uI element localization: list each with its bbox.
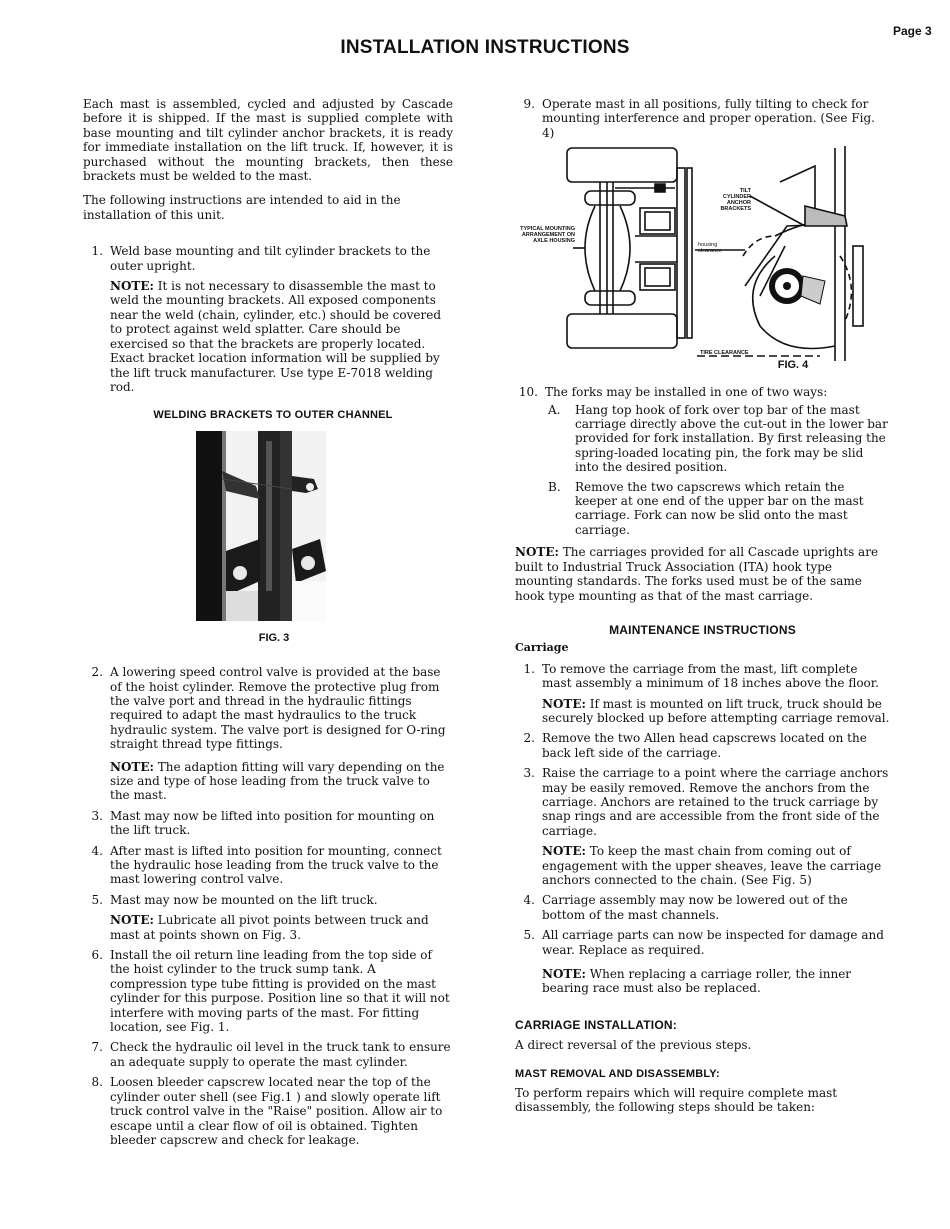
- maint-step-3: [515, 766, 890, 887]
- step-4: [83, 844, 453, 887]
- step-note: [110, 760, 453, 803]
- step-text: Carriage assembly may now be lowered out of the bottom of the mast channels.: [542, 893, 848, 922]
- note-label: NOTE:: [110, 913, 154, 928]
- step-note: [542, 844, 890, 887]
- step-text: Remove the two Allen head capscrews located on the back left side of the carriage.: [542, 731, 867, 760]
- step-number: 7.: [91, 1040, 103, 1055]
- step-3: [83, 809, 453, 838]
- step-number: 10.: [518, 385, 538, 400]
- fig4-label-tilt: TILT CYLINDER ANCHOR BRACKETS: [720, 188, 751, 213]
- step-note: [110, 913, 453, 942]
- step-text: A lowering speed control valve is provided at the base of the hoist cylinder. Remove the protective plug from the valve port and thread in the hydraulic fittings required to adapt the mast hydraulics to the truck hydraulic system. The valve port is designed for O-ring straight thread type fittings.: [110, 665, 446, 752]
- step-note: [542, 697, 890, 726]
- step-5: [83, 893, 453, 942]
- maint-step-5: [515, 928, 890, 996]
- step-text: All carriage parts can now be inspected for damage and wear. Replace as required.: [542, 928, 884, 957]
- step-number: 3.: [91, 808, 103, 823]
- sub-text: Hang top hook of fork over top bar of the mast carriage directly above the cut-out in the lower bar provided for fork installation. By first releasing the spring-loaded locating pin, the fork may be slid into the desired position.: [575, 402, 888, 475]
- step-number: 4.: [91, 843, 103, 858]
- maint-step-4: [515, 893, 890, 922]
- intro-paragraph: The following instructions are intended to aid in the installation of this unit.: [83, 193, 401, 222]
- sub-letter: A.: [548, 402, 561, 417]
- note-text: Lubricate all pivot points between truck and mast at points shown on Fig. 3.: [110, 913, 429, 942]
- step-text: Raise the carriage to a point where the carriage anchors may be easily removed. Remove the anchors from the carriage. Anchors are retained to the truck carriage by snap rings and are accessible from the front side of the carriage.: [542, 766, 889, 838]
- fig4-label-typical: TYPICAL MOUNTING ARRANGEMENT ON AXLE HOUSING: [520, 226, 575, 245]
- step-2: [83, 665, 453, 803]
- note-label: NOTE:: [542, 696, 586, 711]
- step-text: Install the oil return line leading from the top side of the hoist cylinder to the truck sump tank. A compression type tube fitting is provided on the mast cylinder for this purpose. Position line so that it will not interfere with moving parts of the mast. For fitting location, see Fig. 1.: [110, 948, 450, 1035]
- step-text: To remove the carriage from the mast, lift complete mast assembly a minimum of 18 inches above the floor.: [542, 661, 880, 691]
- note-label: NOTE:: [542, 967, 586, 982]
- fig4-label-housing: housing clearance: [698, 242, 722, 255]
- step-number: 3.: [523, 766, 535, 781]
- maint-step-2: [515, 731, 890, 760]
- step-number: 5.: [523, 928, 535, 943]
- fig4-diagram: [515, 146, 890, 371]
- note-label: NOTE:: [542, 844, 586, 859]
- welding-brackets-photo-icon: [196, 431, 326, 621]
- step-6: [83, 948, 453, 1034]
- carriage-installation-heading: CARRIAGE INSTALLATION:: [515, 1017, 677, 1032]
- step-number: 2.: [91, 665, 103, 680]
- step-text: Operate mast in all positions, fully tilting to check for mounting interference and proper operation. (See Fig. 4): [542, 97, 875, 140]
- page-number: Page 3: [893, 24, 932, 38]
- step-number: 8.: [91, 1075, 103, 1090]
- fig4-caption: FIG. 4: [777, 359, 809, 372]
- step-10: [515, 385, 890, 542]
- mast-removal-text: To perform repairs which will require complete mast disassembly, the following steps should be taken:: [515, 1086, 838, 1115]
- step-note: [110, 279, 453, 394]
- step-text: Loosen bleeder capscrew located near the top of the cylinder outer shell (see Fig.1 ) and slowly operate lift truck control valve in the "Raise" position. Allow air to escape until a clear flow of oil is obtained. Tighten bleeder capscrew and check for leakage.: [110, 1075, 443, 1147]
- fig3-heading: WELDING BRACKETS TO OUTER CHANNEL: [153, 409, 393, 422]
- step-text: Mast may now be mounted on the lift truck.: [110, 892, 378, 907]
- step-8: [83, 1075, 453, 1147]
- step-10-sub-a: [545, 403, 890, 475]
- step-number: 1.: [91, 244, 103, 259]
- forks-note: [515, 545, 890, 603]
- step-note: [542, 967, 890, 996]
- step-number: 1.: [523, 661, 535, 676]
- step-7: [83, 1040, 453, 1069]
- step-number: 5.: [91, 892, 103, 907]
- step-1: [83, 244, 453, 394]
- mast-removal-heading: MAST REMOVAL AND DISASSEMBLY:: [515, 1067, 720, 1080]
- axle-mounting-diagram-icon: [515, 146, 890, 371]
- page-title: INSTALLATION INSTRUCTIONS: [340, 37, 630, 58]
- step-text: Mast may now be lifted into position for mounting on the lift truck.: [110, 808, 435, 838]
- right-column: [515, 97, 890, 1115]
- step-number: 6.: [91, 948, 103, 963]
- fig4-label-tire: TIRE CLEARANCE: [700, 350, 749, 357]
- intro-paragraph: Each mast is assembled, cycled and adjusted by Cascade before it is shipped. If the mast is supplied complete with base mounting and tilt cylinder anchor brackets, it is ready for immediate installation on the lift truck. If, however, it is purchased without the mounting brackets, then these brackets must be welded to the mast.: [83, 97, 453, 184]
- fig3-photo: [196, 431, 326, 621]
- step-number: 2.: [523, 731, 535, 746]
- left-column: [83, 97, 453, 1153]
- note-text: If mast is mounted on lift truck, truck should be securely blocked up before attempting carriage removal.: [542, 696, 890, 725]
- maint-step-1: [515, 662, 890, 726]
- step-text: The forks may be installed in one of two ways:: [545, 385, 828, 400]
- note-label: NOTE:: [110, 279, 154, 294]
- note-text: It is not necessary to disassemble the mast to weld the mounting brackets. All exposed components near the weld (chain, cylinder, etc.) should be covered to protect against weld splatter. Care should be exercised so that the brackets are properly located. Exact bracket location information will be supplied by the lift truck manufacturer. Use type E-7018 welding rod.: [110, 279, 441, 394]
- maintenance-heading: MAINTENANCE INSTRUCTIONS: [609, 622, 796, 637]
- carriage-installation-text: A direct reversal of the previous steps.: [515, 1038, 752, 1053]
- step-number: 9.: [523, 97, 535, 111]
- step-number: 4.: [523, 893, 535, 908]
- note-label: NOTE:: [110, 759, 154, 774]
- note-text: The carriages provided for all Cascade uprights are built to Industrial Truck Association (ITA) hook type mounting standards. The forks used must be of the same hook type mounting as that of the mast carriage.: [515, 545, 879, 603]
- step-text: Check the hydraulic oil level in the truck tank to ensure an adequate supply to operate the mast cylinder.: [110, 1040, 451, 1069]
- note-text: To keep the mast chain from coming out of engagement with the upper sheaves, leave the carriage anchors connected to the chain. (See Fig. 5): [542, 844, 882, 887]
- note-text: When replacing a carriage roller, the inner bearing race must also be replaced.: [542, 967, 852, 996]
- step-text: Weld base mounting and tilt cylinder brackets to the outer upright.: [110, 244, 431, 273]
- maintenance-subheading: Carriage: [515, 641, 569, 655]
- sub-text: Remove the two capscrews which retain the keeper at one end of the upper bar on the mast carriage. Fork can now be slid onto the mast carriage.: [575, 479, 864, 537]
- sub-letter: B.: [548, 479, 561, 494]
- step-text: After mast is lifted into position for mounting, connect the hydraulic hose leading from the truck valve to the mast lowering control valve.: [110, 843, 442, 887]
- step-9: [515, 97, 890, 140]
- fig3-caption: FIG. 3: [258, 631, 290, 644]
- note-label: NOTE:: [515, 545, 559, 560]
- note-text: The adaption fitting will vary depending on the size and type of hose leading from the truck valve to the mast.: [110, 759, 445, 803]
- step-10-sub-b: [545, 480, 890, 538]
